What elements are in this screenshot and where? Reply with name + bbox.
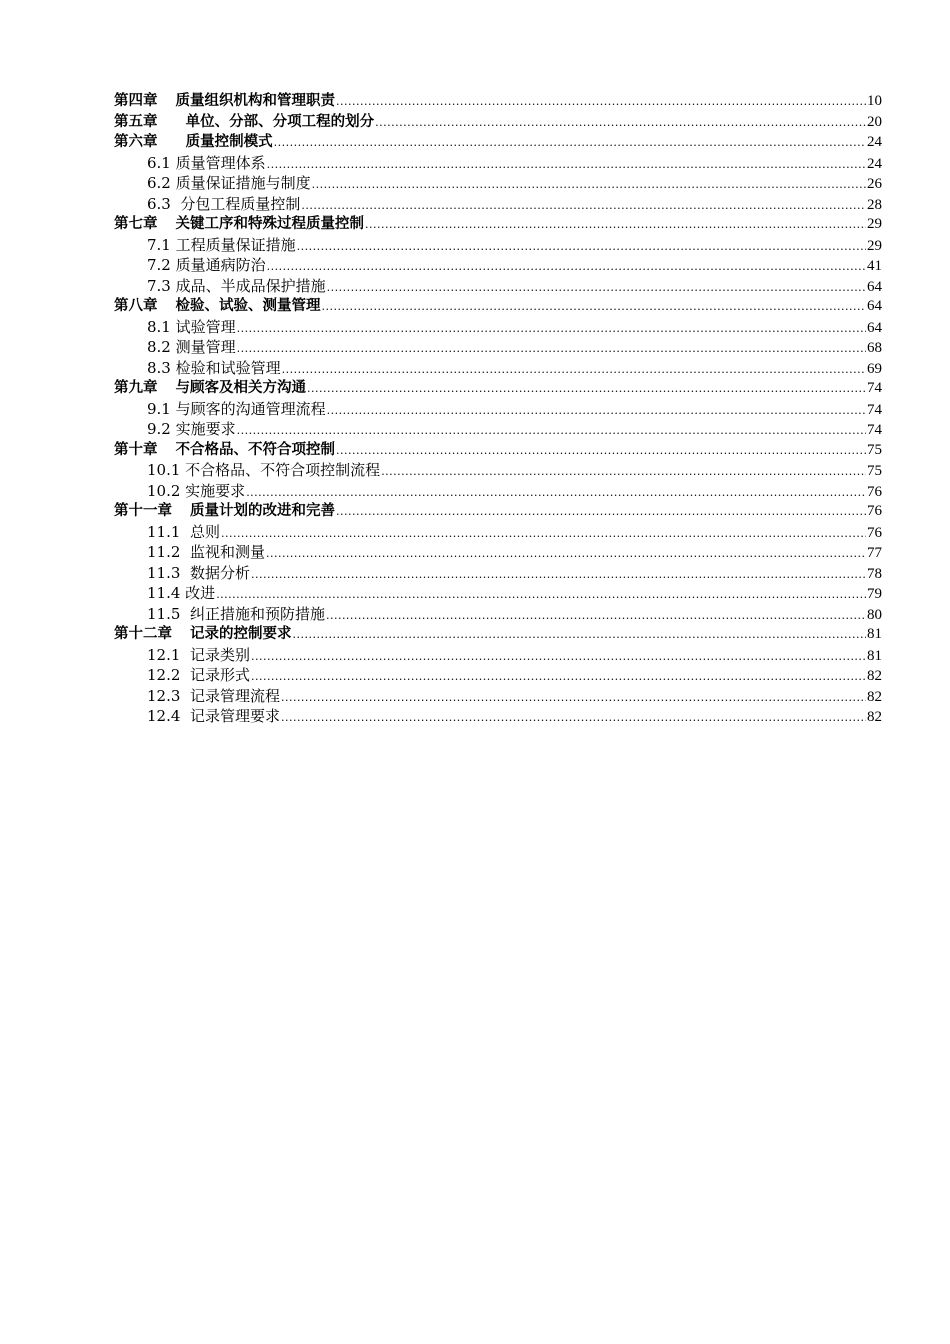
toc-section-entry[interactable] <box>114 399 882 420</box>
toc-entry-text: 与顾客及相关方沟通 <box>175 380 306 396</box>
toc-entry-text: 数据分析 <box>189 563 250 582</box>
toc-dot-leader <box>266 544 866 565</box>
toc-dot-leader <box>267 155 866 176</box>
toc-page-number: 79 <box>867 586 882 602</box>
toc-section-entry[interactable] <box>114 583 882 604</box>
toc-dot-leader <box>251 647 866 668</box>
toc-entry-number: 7.1 <box>147 235 176 254</box>
toc-entry-number: 第十章 <box>114 441 158 458</box>
toc-page-number: 29 <box>867 216 882 232</box>
toc-entry-title <box>147 665 250 686</box>
toc-entry-number: 6.1 <box>147 153 176 172</box>
toc-entry-number: 7.3 <box>147 276 176 295</box>
toc-section-entry[interactable] <box>114 563 882 584</box>
toc-chapter-entry[interactable] <box>114 440 882 461</box>
toc-entry-text: 实施要求 <box>185 481 246 500</box>
toc-entry-number: 6.2 <box>147 174 176 192</box>
toc-entry-text: 记录管理要求 <box>189 707 280 725</box>
toc-dot-leader <box>301 196 866 217</box>
toc-entry-text: 质量组织机构和管理职责 <box>175 93 335 109</box>
toc-dot-leader <box>336 92 866 113</box>
toc-dot-leader <box>281 688 866 709</box>
toc-entry-title <box>147 317 236 338</box>
toc-page-number: 68 <box>867 340 882 356</box>
toc-entry-number: 第十一章 <box>114 503 172 519</box>
toc-entry-text: 工程质量保证措施 <box>175 235 296 254</box>
table-of-contents <box>114 91 882 727</box>
toc-dot-leader <box>274 133 866 154</box>
toc-page-number: 77 <box>867 545 882 561</box>
toc-page-number: 64 <box>867 298 882 314</box>
toc-section-entry[interactable] <box>114 481 882 502</box>
toc-entry-text: 成品、半成品保护措施 <box>175 276 326 295</box>
toc-page-number: 29 <box>867 237 882 254</box>
toc-entry-number: 第九章 <box>114 380 158 396</box>
toc-entry-title <box>147 276 326 297</box>
toc-entry-title <box>147 173 311 194</box>
toc-page-number: 74 <box>867 422 882 438</box>
toc-entry-number: 11.4 <box>147 584 186 602</box>
toc-entry-number: 9.2 <box>147 420 176 438</box>
toc-entry-title <box>147 563 250 584</box>
toc-page-number: 41 <box>867 258 882 274</box>
toc-entry-text: 与顾客的沟通管理流程 <box>175 399 326 418</box>
toc-entry-text: 质量保证措施与制度 <box>175 174 311 192</box>
toc-section-entry[interactable] <box>114 173 882 194</box>
toc-dot-leader <box>312 175 866 196</box>
toc-chapter-entry[interactable] <box>114 296 882 317</box>
toc-entry-text: 关键工序和特殊过程质量控制 <box>175 216 364 232</box>
toc-entry-number: 11.5 <box>147 604 190 623</box>
toc-page-number: 74 <box>867 401 882 418</box>
toc-page-number: 80 <box>867 606 882 623</box>
toc-dot-leader <box>251 565 866 586</box>
toc-entry-number: 第四章 <box>114 93 158 109</box>
toc-dot-leader <box>293 625 867 646</box>
toc-dot-leader <box>327 278 866 299</box>
toc-page-number: 28 <box>867 196 882 213</box>
toc-page-number: 76 <box>867 483 882 500</box>
toc-entry-title <box>147 358 281 379</box>
toc-page-number: 82 <box>867 688 882 705</box>
toc-entry-title <box>147 583 215 604</box>
toc-entry-number: 12.1 <box>147 645 190 664</box>
toc-dot-leader <box>322 297 867 318</box>
toc-dot-leader <box>307 379 866 400</box>
toc-dot-leader <box>216 585 866 606</box>
toc-entry-title <box>147 153 266 174</box>
toc-entry-title <box>114 378 306 399</box>
toc-entry-title <box>147 419 236 440</box>
toc-dot-leader <box>282 360 866 381</box>
toc-entry-title <box>114 296 321 317</box>
toc-section-entry[interactable] <box>114 153 882 174</box>
toc-section-entry[interactable] <box>114 419 882 440</box>
toc-entry-text: 试验管理 <box>175 317 236 336</box>
toc-page-number: 75 <box>867 463 882 479</box>
toc-page-number: 76 <box>867 503 882 519</box>
toc-section-entry[interactable] <box>114 235 882 256</box>
toc-dot-leader <box>326 606 866 627</box>
toc-page-number: 24 <box>867 155 882 172</box>
toc-section-entry[interactable] <box>114 337 882 358</box>
toc-page-number: 20 <box>867 113 882 130</box>
toc-entry-title <box>147 255 266 276</box>
toc-page-number: 82 <box>867 668 882 684</box>
toc-entry-title <box>147 645 250 666</box>
toc-entry-title <box>147 604 325 625</box>
toc-entry-text: 改进 <box>185 584 216 602</box>
toc-dot-leader <box>336 502 866 523</box>
toc-entry-text: 记录类别 <box>189 645 250 664</box>
toc-entry-title <box>147 399 326 420</box>
toc-entry-title <box>147 706 280 727</box>
toc-entry-number: 9.1 <box>147 399 176 418</box>
toc-entry-title <box>114 214 364 235</box>
toc-entry-number: 第六章 <box>114 134 158 150</box>
toc-page-number: 24 <box>867 134 882 150</box>
toc-section-entry[interactable] <box>114 358 882 379</box>
toc-dot-leader <box>281 708 866 729</box>
toc-entry-text: 总则 <box>189 522 220 541</box>
toc-page-number: 75 <box>867 441 882 458</box>
toc-page-number: 26 <box>867 176 882 192</box>
toc-dot-leader <box>221 524 866 545</box>
toc-page-number: 64 <box>867 319 882 336</box>
toc-dot-leader <box>365 215 866 236</box>
toc-entry-number: 第七章 <box>114 216 158 232</box>
toc-entry-number: 10.1 <box>147 461 186 479</box>
toc-page-number: 81 <box>867 626 882 642</box>
toc-entry-number: 12.3 <box>147 686 190 705</box>
toc-entry-number: 8.1 <box>147 317 176 336</box>
toc-entry-title <box>147 235 296 256</box>
toc-section-entry[interactable] <box>114 255 882 276</box>
toc-chapter-entry[interactable] <box>114 501 882 522</box>
toc-entry-number: 8.3 <box>147 358 176 377</box>
toc-entry-title <box>114 440 335 461</box>
toc-entry-text: 质量管理体系 <box>175 153 266 172</box>
toc-entry-title <box>147 194 300 215</box>
toc-dot-leader <box>237 319 866 340</box>
toc-dot-leader <box>375 113 866 134</box>
toc-section-entry[interactable] <box>114 686 882 707</box>
toc-chapter-entry[interactable] <box>114 624 882 645</box>
toc-entry-number: 11.2 <box>147 543 190 561</box>
toc-chapter-entry[interactable] <box>114 91 882 112</box>
toc-entry-text: 检验和试验管理 <box>175 358 281 377</box>
toc-entry-title <box>147 460 380 481</box>
toc-page-number: 74 <box>867 380 882 396</box>
toc-entry-title <box>147 481 245 502</box>
toc-entry-text: 质量计划的改进和完善 <box>190 503 335 519</box>
toc-dot-leader <box>336 441 866 462</box>
toc-entry-number: 6.3 <box>147 194 181 213</box>
toc-page-number: 10 <box>867 93 882 109</box>
toc-entry-text: 记录的控制要求 <box>190 626 292 642</box>
toc-section-entry[interactable] <box>114 522 882 543</box>
toc-entry-text: 检验、试验、测量管理 <box>175 298 321 314</box>
toc-dot-leader <box>237 421 866 442</box>
toc-entry-title <box>114 501 335 522</box>
toc-entry-number: 8.2 <box>147 338 176 356</box>
toc-dot-leader <box>297 237 866 258</box>
toc-section-entry[interactable] <box>114 604 882 625</box>
toc-entry-title <box>114 624 292 645</box>
toc-entry-number: 第八章 <box>114 298 158 314</box>
toc-dot-leader <box>246 483 866 504</box>
toc-entry-number: 11.3 <box>147 563 190 582</box>
toc-chapter-entry[interactable] <box>114 378 882 399</box>
toc-entry-text: 纠正措施和预防措施 <box>189 604 325 623</box>
toc-dot-leader <box>237 339 866 360</box>
toc-page-number: 78 <box>867 565 882 582</box>
toc-entry-title <box>147 686 280 707</box>
toc-entry-text: 记录管理流程 <box>189 686 280 705</box>
toc-entry-title <box>114 132 273 153</box>
toc-entry-title <box>147 542 265 563</box>
toc-entry-number: 12.2 <box>147 666 190 684</box>
toc-entry-title <box>114 112 374 133</box>
toc-entry-number: 12.4 <box>147 707 190 725</box>
toc-section-entry[interactable] <box>114 542 882 563</box>
toc-entry-number: 7.2 <box>147 256 176 274</box>
toc-entry-number: 第五章 <box>114 113 158 130</box>
toc-chapter-entry[interactable] <box>114 214 882 235</box>
toc-dot-leader <box>267 257 866 278</box>
toc-dot-leader <box>381 462 866 483</box>
toc-page-number: 64 <box>867 278 882 295</box>
toc-section-entry[interactable] <box>114 665 882 686</box>
toc-chapter-entry[interactable] <box>114 112 882 133</box>
toc-entry-number: 第十二章 <box>114 626 172 642</box>
toc-section-entry[interactable] <box>114 276 882 297</box>
toc-entry-text: 实施要求 <box>175 420 236 438</box>
toc-page-number: 82 <box>867 709 882 725</box>
toc-entry-title <box>114 91 335 112</box>
toc-dot-leader <box>251 667 866 688</box>
toc-entry-text: 分包工程质量控制 <box>180 194 301 213</box>
toc-section-entry[interactable] <box>114 706 882 727</box>
toc-section-entry[interactable] <box>114 645 882 666</box>
toc-chapter-entry[interactable] <box>114 132 882 153</box>
toc-section-entry[interactable] <box>114 317 882 338</box>
toc-section-entry[interactable] <box>114 194 882 215</box>
toc-entry-number: 11.1 <box>147 522 190 541</box>
toc-entry-number: 10.2 <box>147 481 186 500</box>
toc-entry-title <box>147 337 236 358</box>
toc-page-number: 69 <box>867 360 882 377</box>
toc-entry-text: 监视和测量 <box>189 543 265 561</box>
toc-entry-text: 单位、分部、分项工程的划分 <box>175 113 375 130</box>
toc-entry-text: 不合格品、不符合项控制流程 <box>185 461 381 479</box>
toc-entry-text: 质量通病防治 <box>175 256 266 274</box>
toc-page-number: 81 <box>867 647 882 664</box>
toc-section-entry[interactable] <box>114 460 882 481</box>
toc-entry-text: 记录形式 <box>189 666 250 684</box>
toc-entry-text: 质量控制模式 <box>175 134 273 150</box>
toc-entry-text: 不合格品、不符合项控制 <box>175 441 335 458</box>
toc-dot-leader <box>327 401 866 422</box>
toc-entry-text: 测量管理 <box>175 338 236 356</box>
toc-page-number: 76 <box>867 524 882 541</box>
toc-entry-title <box>147 522 220 543</box>
